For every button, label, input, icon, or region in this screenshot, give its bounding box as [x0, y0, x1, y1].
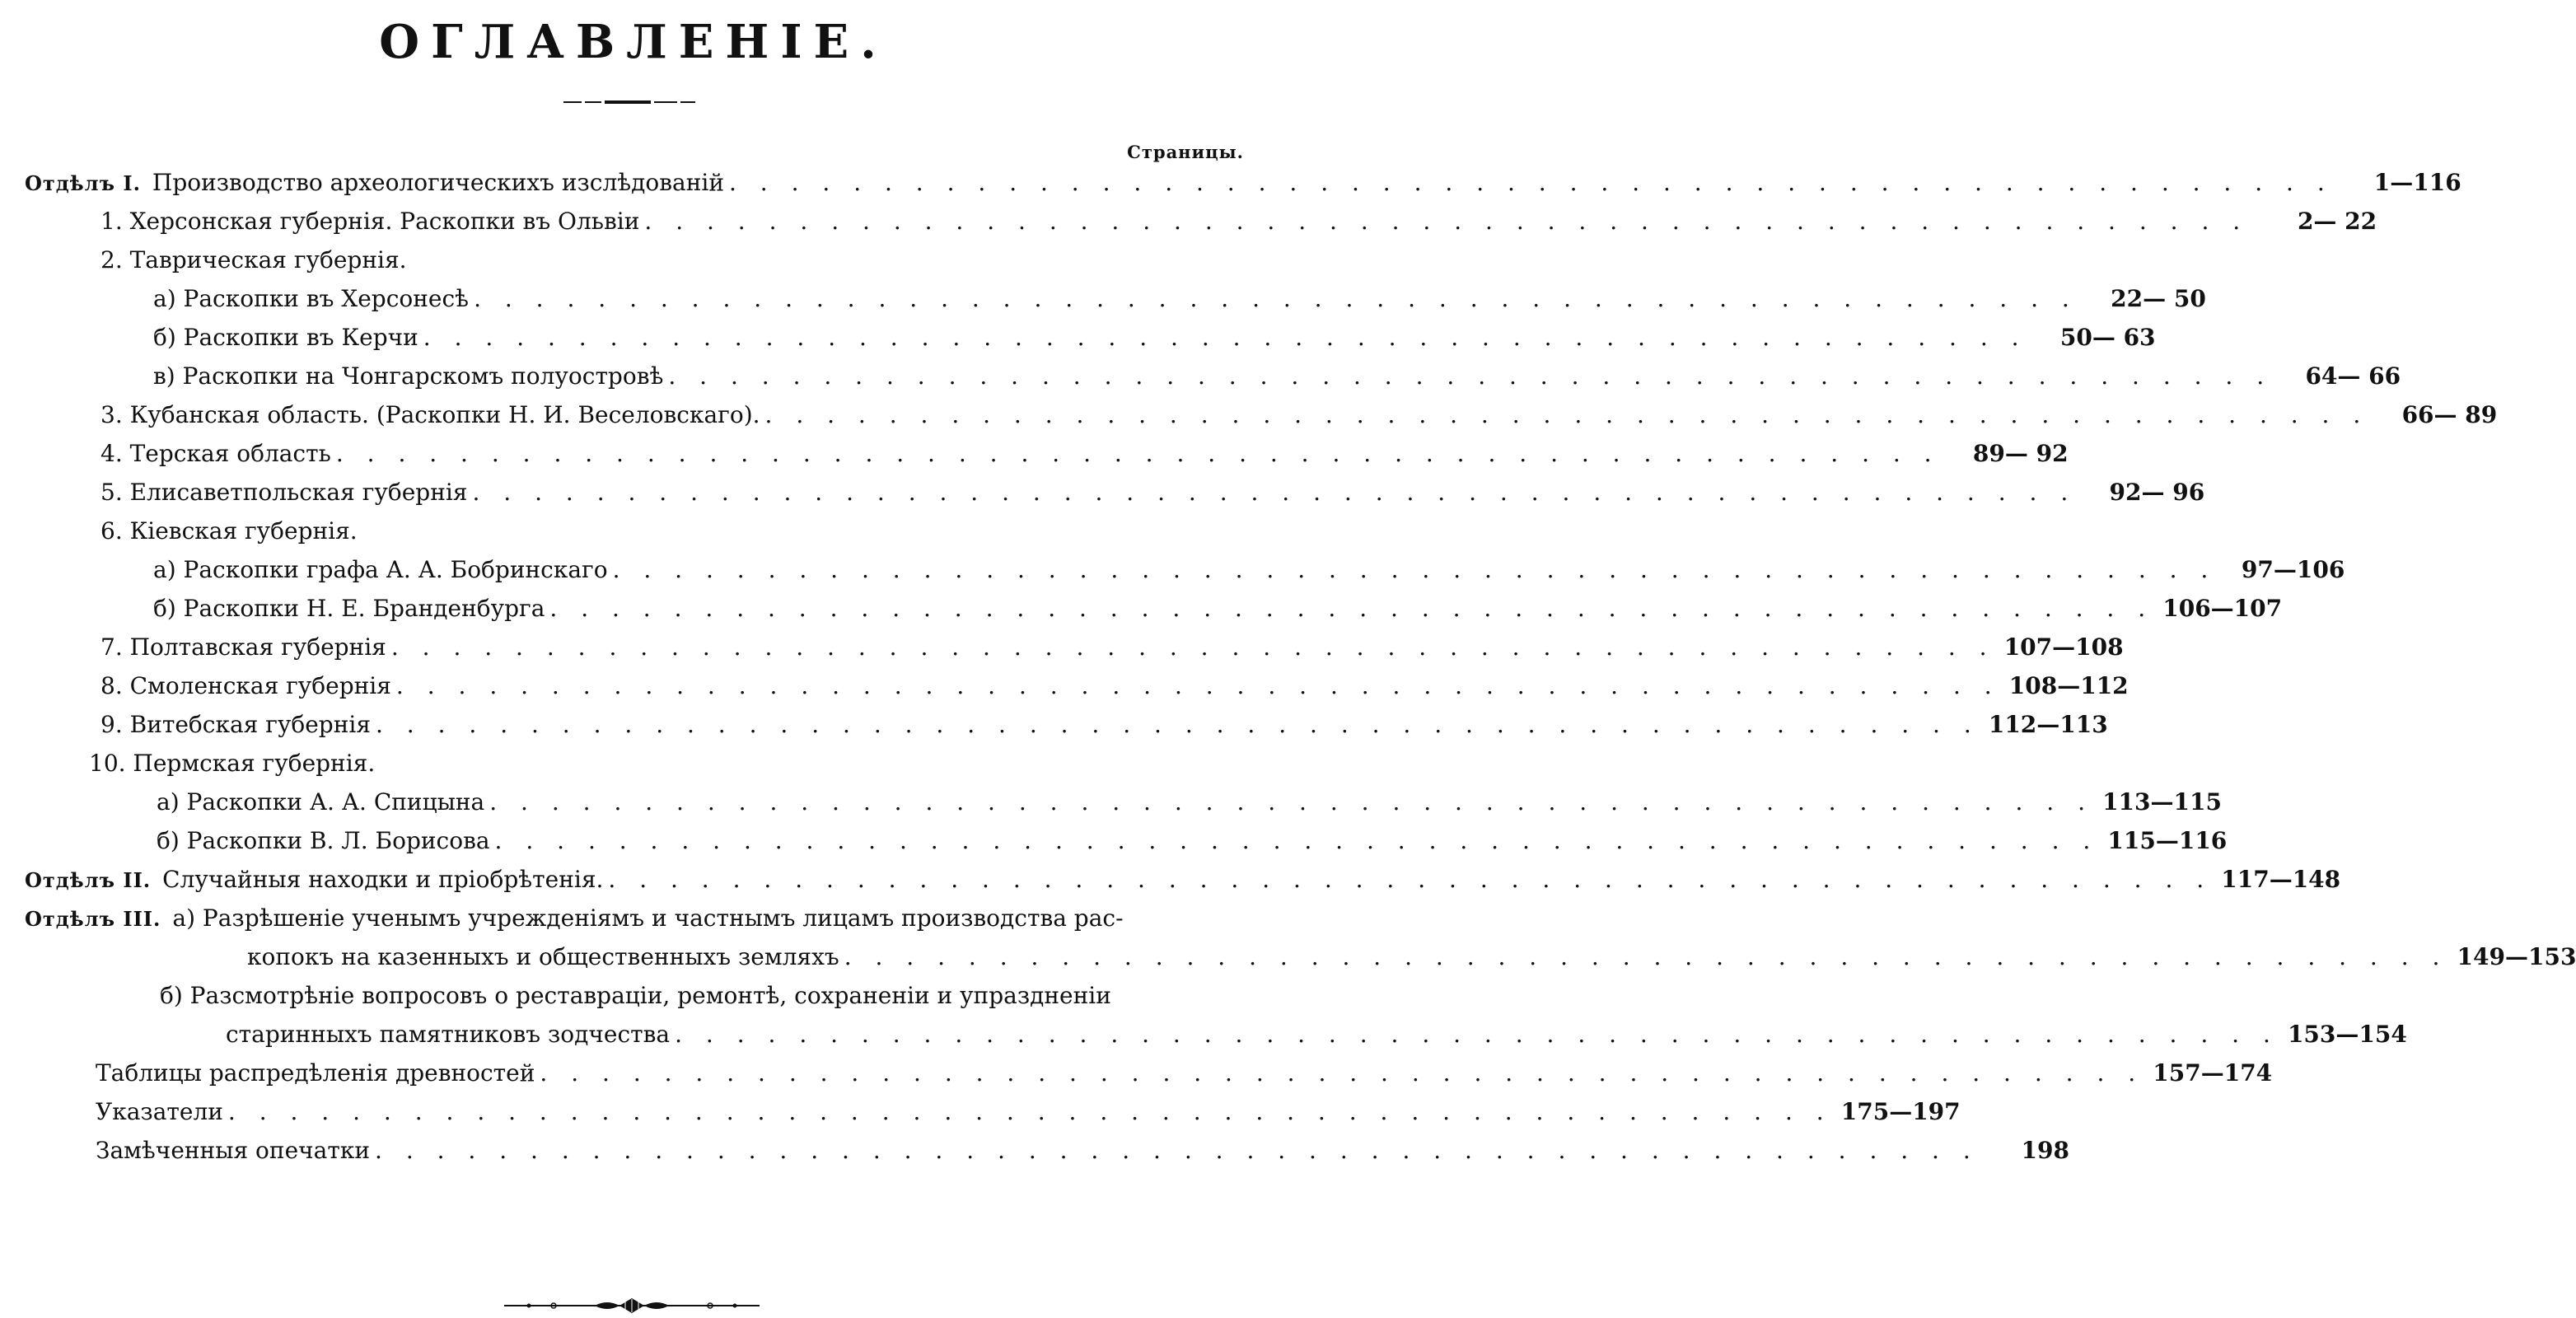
- dot-leader: . . . . . . . . . . . . . . . . . . . . . . . . . . . . . . . . . . . . . . . . . . . . . . . . . . . .: [376, 711, 1980, 738]
- toc-entry-label: 5. Елисаветпольская губернія: [101, 479, 468, 506]
- toc-entry-label: Таблицы распредѣленія древностей: [96, 1059, 535, 1087]
- toc-entry[interactable]: [226, 1017, 2407, 1053]
- dot-leader: . . . . . . . . . . . . . . . . . . . . . . . . . . . . . . . . . . . . . . . . . . . . . . . . . . . .: [474, 285, 2078, 312]
- toc-entry[interactable]: [101, 397, 2498, 433]
- toc-entry[interactable]: [96, 1055, 2273, 1091]
- toc-entry[interactable]: [153, 320, 2156, 356]
- toc-entry-label: 1. Херсонская губернія. Раскопки въ Ольвіи: [101, 208, 640, 235]
- toc-entry-pages: 157—174: [2153, 1059, 2273, 1087]
- dot-leader: . . . . . . . . . . . . . . . . . . . . . . . . . . . . . . . . . . . . . . . . . . . . . . . . . . . .: [227, 1098, 1832, 1125]
- toc-entry[interactable]: [101, 668, 2129, 704]
- toc-entry-label: Отдѣлъ II. Случайныя находки и пріобрѣтенія.: [25, 866, 604, 893]
- dot-leader: . . . . . . . . . . . . . . . . . . . . . . . . . . . . . . . . . . . . . . . . . . . . . . . . . . . .: [549, 595, 2154, 622]
- toc-entry-label: копокъ на казенныхъ и общественныхъ земляхъ: [247, 943, 839, 970]
- toc-entry-pages: 117—148: [2221, 866, 2341, 893]
- pages-column-header: Страницы.: [1127, 142, 1244, 162]
- toc-entry[interactable]: [25, 862, 2341, 898]
- toc-entry-pages: 22— 50: [2111, 285, 2206, 312]
- dot-leader: . . . . . . . . . . . . . . . . . . . . . . . . . . . . . . . . . . . . . . . . . . . . . . . . . . . .: [608, 866, 2213, 893]
- toc-subheading: 2. Таврическая губернія.: [101, 246, 407, 273]
- toc-entry-label: а) Раскопки А. А. Спицына: [157, 788, 485, 816]
- toc-entry-label: Указатели: [96, 1098, 223, 1125]
- toc-entry-pages: 153—154: [2287, 1021, 2407, 1048]
- toc-entry[interactable]: [96, 1133, 2069, 1169]
- toc-entry-pages: 175—197: [1840, 1098, 1961, 1125]
- toc-entry[interactable]: [101, 707, 2108, 743]
- toc-entry-label: в) Раскопки на Чонгарскомъ полуостровѣ: [153, 362, 664, 390]
- toc-entry-pages: 112—113: [1988, 711, 2108, 738]
- toc-entry[interactable]: [153, 358, 2401, 395]
- dot-leader: . . . . . . . . . . . . . . . . . . . . . . . . . . . . . . . . . . . . . . . . . . . . . . . . . . . .: [395, 672, 2000, 699]
- dot-leader: . . . . . . . . . . . . . . . . . . . . . . . . . . . . . . . . . . . . . . . . . . . . . . . . . . . .: [644, 208, 2249, 235]
- toc-subheading: 10. Пермская губернія.: [89, 750, 376, 777]
- dot-leader: . . . . . . . . . . . . . . . . . . . . . . . . . . . . . . . . . . . . . . . . . . . . . . . . . . . .: [423, 324, 2027, 351]
- dot-leader: . . . . . . . . . . . . . . . . . . . . . . . . . . . . . . . . . . . . . . . . . . . . . . . . . . . .: [472, 479, 2077, 506]
- toc-entry-label: 3. Кубанская область. (Раскопки Н. И. Веселовскаго).: [101, 401, 760, 428]
- toc-entry[interactable]: [101, 629, 2124, 666]
- toc-entry-pages: 107—108: [2003, 633, 2124, 661]
- toc-entry-pages: 89— 92: [1972, 440, 2069, 467]
- ornament-divider: [504, 1298, 760, 1313]
- toc-entry-label: а) Раскопки графа А. А. Бобринскаго: [153, 556, 608, 583]
- toc-entry[interactable]: [101, 203, 2377, 240]
- toc-entry-pages: 108—112: [2008, 672, 2129, 699]
- toc-entry-label: б) Раскопки въ Керчи: [153, 324, 418, 351]
- toc-entry-label: 8. Смоленская губернія: [101, 672, 391, 699]
- title-rule: [563, 100, 695, 104]
- dot-leader: . . . . . . . . . . . . . . . . . . . . . . . . . . . . . . . . . . . . . . . . . . . . . . . . . . . .: [668, 362, 2273, 390]
- toc-entry[interactable]: [25, 165, 2461, 201]
- toc-entry-pages: 64— 66: [2305, 362, 2401, 390]
- dot-leader: . . . . . . . . . . . . . . . . . . . . . . . . . . . . . . . . . . . . . . . . . . . . . . . . . . . .: [844, 943, 2448, 970]
- toc-subheading: 6. Кіевская губернія.: [101, 517, 358, 544]
- toc-entry-pages: 66— 89: [2401, 401, 2498, 428]
- toc-entry[interactable]: [153, 591, 2283, 627]
- toc-entry-first-line: Отдѣлъ III. а) Разрѣшеніе ученымъ учрежденіямъ и частнымъ лицамъ производства рас-: [25, 904, 1124, 932]
- toc-entry-pages: 198: [2021, 1137, 2069, 1164]
- toc-entry[interactable]: [157, 784, 2222, 820]
- toc-entry-pages: 106—107: [2162, 595, 2283, 622]
- toc-entry-label: б) Раскопки В. Л. Борисова: [157, 827, 490, 854]
- dot-leader: . . . . . . . . . . . . . . . . . . . . . . . . . . . . . . . . . . . . . . . . . . . . . . . . . . . .: [375, 1137, 1979, 1164]
- toc-entry-pages: 97—106: [2241, 556, 2345, 583]
- toc-entry[interactable]: [157, 823, 2228, 859]
- toc-entry-label: старинныхъ памятниковъ зодчества: [226, 1021, 671, 1048]
- dot-leader: . . . . . . . . . . . . . . . . . . . . . . . . . . . . . . . . . . . . . . . . . . . . . . . . . . . .: [489, 788, 2093, 816]
- toc-entry[interactable]: [153, 552, 2345, 588]
- toc-entry-pages: 115—116: [2107, 827, 2228, 854]
- toc-entry[interactable]: [153, 281, 2206, 317]
- toc-entry-first-line: б) Разсмотрѣніе вопросовъ о реставраціи, ремонтѣ, сохраненіи и упраздненіи: [160, 982, 1111, 1009]
- toc-entry-label: б) Раскопки Н. Е. Бранденбурга: [153, 595, 545, 622]
- section-label: Отдѣлъ III.: [25, 907, 161, 931]
- section-label: Отдѣлъ II.: [25, 868, 152, 892]
- toc-entry[interactable]: [247, 939, 2576, 975]
- section-label: Отдѣлъ I.: [25, 171, 141, 195]
- toc-entry[interactable]: [101, 436, 2069, 472]
- toc-entry[interactable]: [96, 1094, 1961, 1130]
- dot-leader: . . . . . . . . . . . . . . . . . . . . . . . . . . . . . . . . . . . . . . . . . . . . . . . . . . . .: [335, 440, 1940, 467]
- toc-entry-pages: 149—153: [2457, 943, 2576, 970]
- toc-entry-label: 9. Витебская губернія: [101, 711, 371, 738]
- dot-leader: . . . . . . . . . . . . . . . . . . . . . . . . . . . . . . . . . . . . . . . . . . . . . . . . . . . .: [675, 1021, 2279, 1048]
- toc-entry-pages: 2— 22: [2297, 208, 2377, 235]
- toc-entry[interactable]: [101, 474, 2205, 511]
- dot-leader: . . . . . . . . . . . . . . . . . . . . . . . . . . . . . . . . . . . . . . . . . . . . . . . . . . . .: [540, 1059, 2144, 1087]
- dot-leader: . . . . . . . . . . . . . . . . . . . . . . . . . . . . . . . . . . . . . . . . . . . . . . . . . . . .: [390, 633, 1995, 661]
- toc-entry-label: Отдѣлъ I. Производство археологическихъ изслѣдованій: [25, 169, 724, 196]
- dot-leader: . . . . . . . . . . . . . . . . . . . . . . . . . . . . . . . . . . . . . . . . . . . . . . . . . . . .: [728, 169, 2333, 196]
- dot-leader: . . . . . . . . . . . . . . . . . . . . . . . . . . . . . . . . . . . . . . . . . . . . . . . . . . . .: [764, 401, 2369, 428]
- toc-entry-label: 4. Терская область: [101, 440, 331, 467]
- toc-entry-pages: 1—116: [2373, 169, 2461, 196]
- toc-entry-label: 7. Полтавская губернія: [101, 633, 386, 661]
- toc-entry-pages: 113—115: [2102, 788, 2222, 816]
- dot-leader: . . . . . . . . . . . . . . . . . . . . . . . . . . . . . . . . . . . . . . . . . . . . . . . . . . . .: [612, 556, 2217, 583]
- toc-entry-pages: 92— 96: [2109, 479, 2205, 506]
- page-title: ОГЛАВЛЕНІЕ.: [379, 15, 888, 69]
- toc-entry-label: Замѣченныя опечатки: [96, 1137, 371, 1164]
- toc-entry-pages: 50— 63: [2059, 324, 2156, 351]
- toc-entry-label: а) Раскопки въ Херсонесѣ: [153, 285, 470, 312]
- dot-leader: . . . . . . . . . . . . . . . . . . . . . . . . . . . . . . . . . . . . . . . . . . . . . . . . . . . .: [494, 827, 2099, 854]
